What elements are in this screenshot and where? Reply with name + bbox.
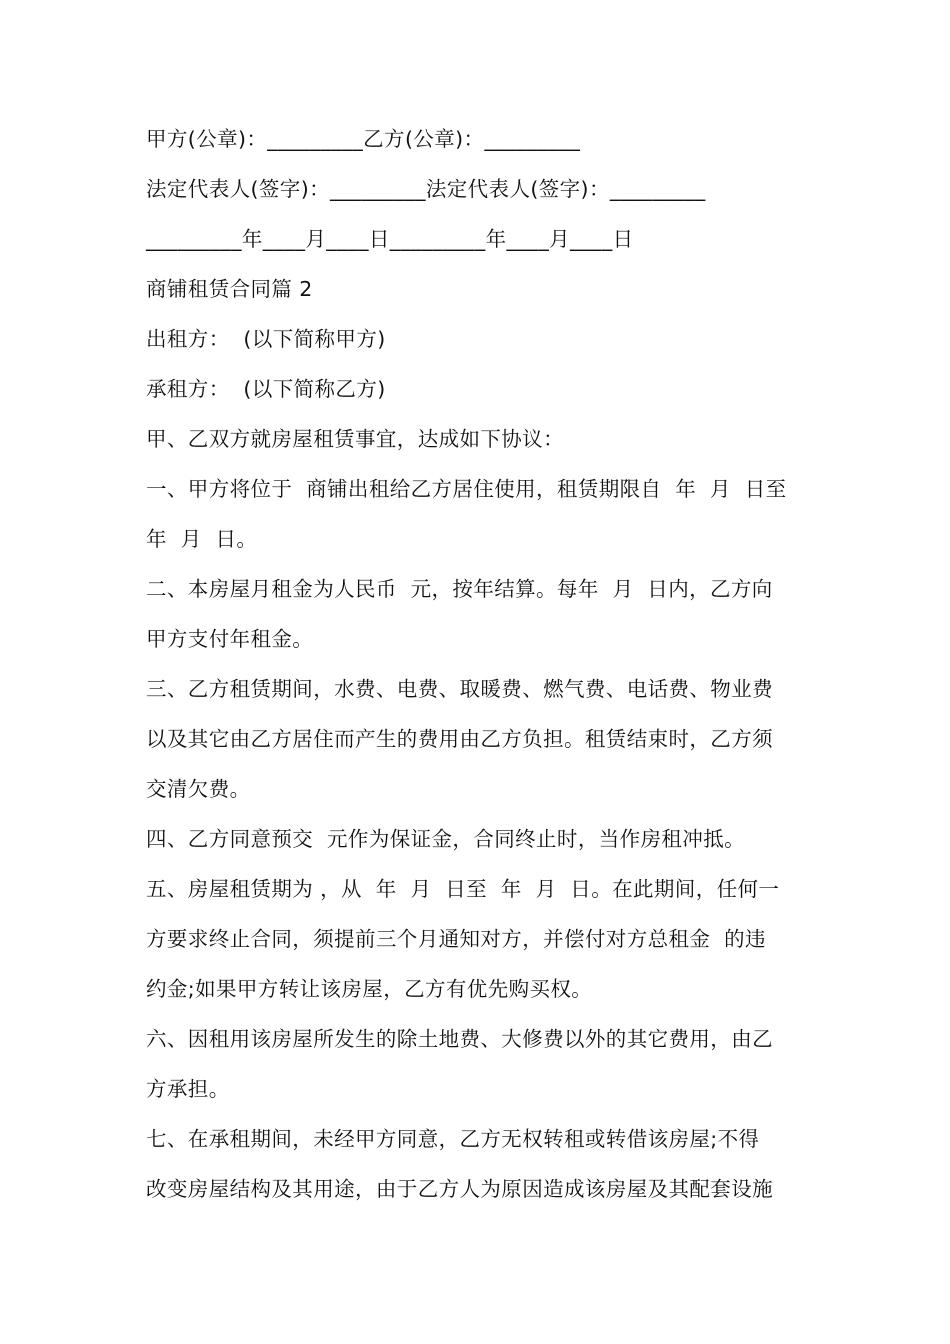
clause-6-line-2: 方承担。	[146, 1077, 230, 1101]
signature-date-line: _________年____月____日_________年____月____日	[146, 227, 634, 251]
clause-1-line-1: 一、甲方将位于 商铺出租给乙方居住使用，租赁期限自 年 月 日至	[146, 477, 787, 501]
lessor-line: 出租方： (以下简称甲方)	[146, 327, 386, 351]
clause-6-line-1: 六、因租用该房屋所发生的除土地费、大修费以外的其它费用，由乙	[146, 1027, 773, 1051]
clause-5-line-1: 五、房屋租赁期为 ，从 年 月 日至 年 月 日。在此期间，任何一	[146, 877, 780, 901]
signature-party-line: 甲方(公章)：_________乙方(公章)：_________	[146, 127, 581, 151]
clause-2-line-2: 甲方支付年租金。	[146, 627, 314, 651]
signature-representative-line: 法定代表人(签字)：_________法定代表人(签字)：_________	[146, 177, 706, 201]
clause-5-line-3: 约金;如果甲方转让该房屋，乙方有优先购买权。	[146, 977, 593, 1001]
section-heading: 商铺租赁合同篇 2	[146, 277, 313, 301]
clause-7-line-1: 七、在承租期间，未经甲方同意，乙方无权转租或转借该房屋;不得	[146, 1127, 760, 1151]
clause-3-line-2: 以及其它由乙方居住而产生的费用由乙方负担。租赁结束时，乙方须	[146, 727, 773, 751]
document-body	[146, 114, 808, 1214]
clause-4-line-1: 四、乙方同意预交 元作为保证金，合同终止时，当作房租冲抵。	[146, 827, 746, 851]
clause-7-line-2: 改变房屋结构及其用途，由于乙方人为原因造成该房屋及其配套设施	[146, 1177, 773, 1201]
clause-5-line-2: 方要求终止合同，须提前三个月通知对方，并偿付对方总租金 的违	[146, 927, 766, 951]
clause-3-line-1: 三、乙方租赁期间，水费、电费、取暖费、燃气费、电话费、物业费	[146, 677, 773, 701]
agreement-intro: 甲、乙双方就房屋租赁事宜，达成如下协议：	[146, 427, 564, 451]
clause-1-line-2: 年 月 日。	[146, 527, 258, 551]
clause-3-line-3: 交清欠费。	[146, 777, 251, 801]
clause-2-line-1: 二、本房屋月租金为人民币 元，按年结算。每年 月 日内，乙方向	[146, 577, 773, 601]
lessee-line: 承租方： (以下简称乙方)	[146, 377, 386, 401]
